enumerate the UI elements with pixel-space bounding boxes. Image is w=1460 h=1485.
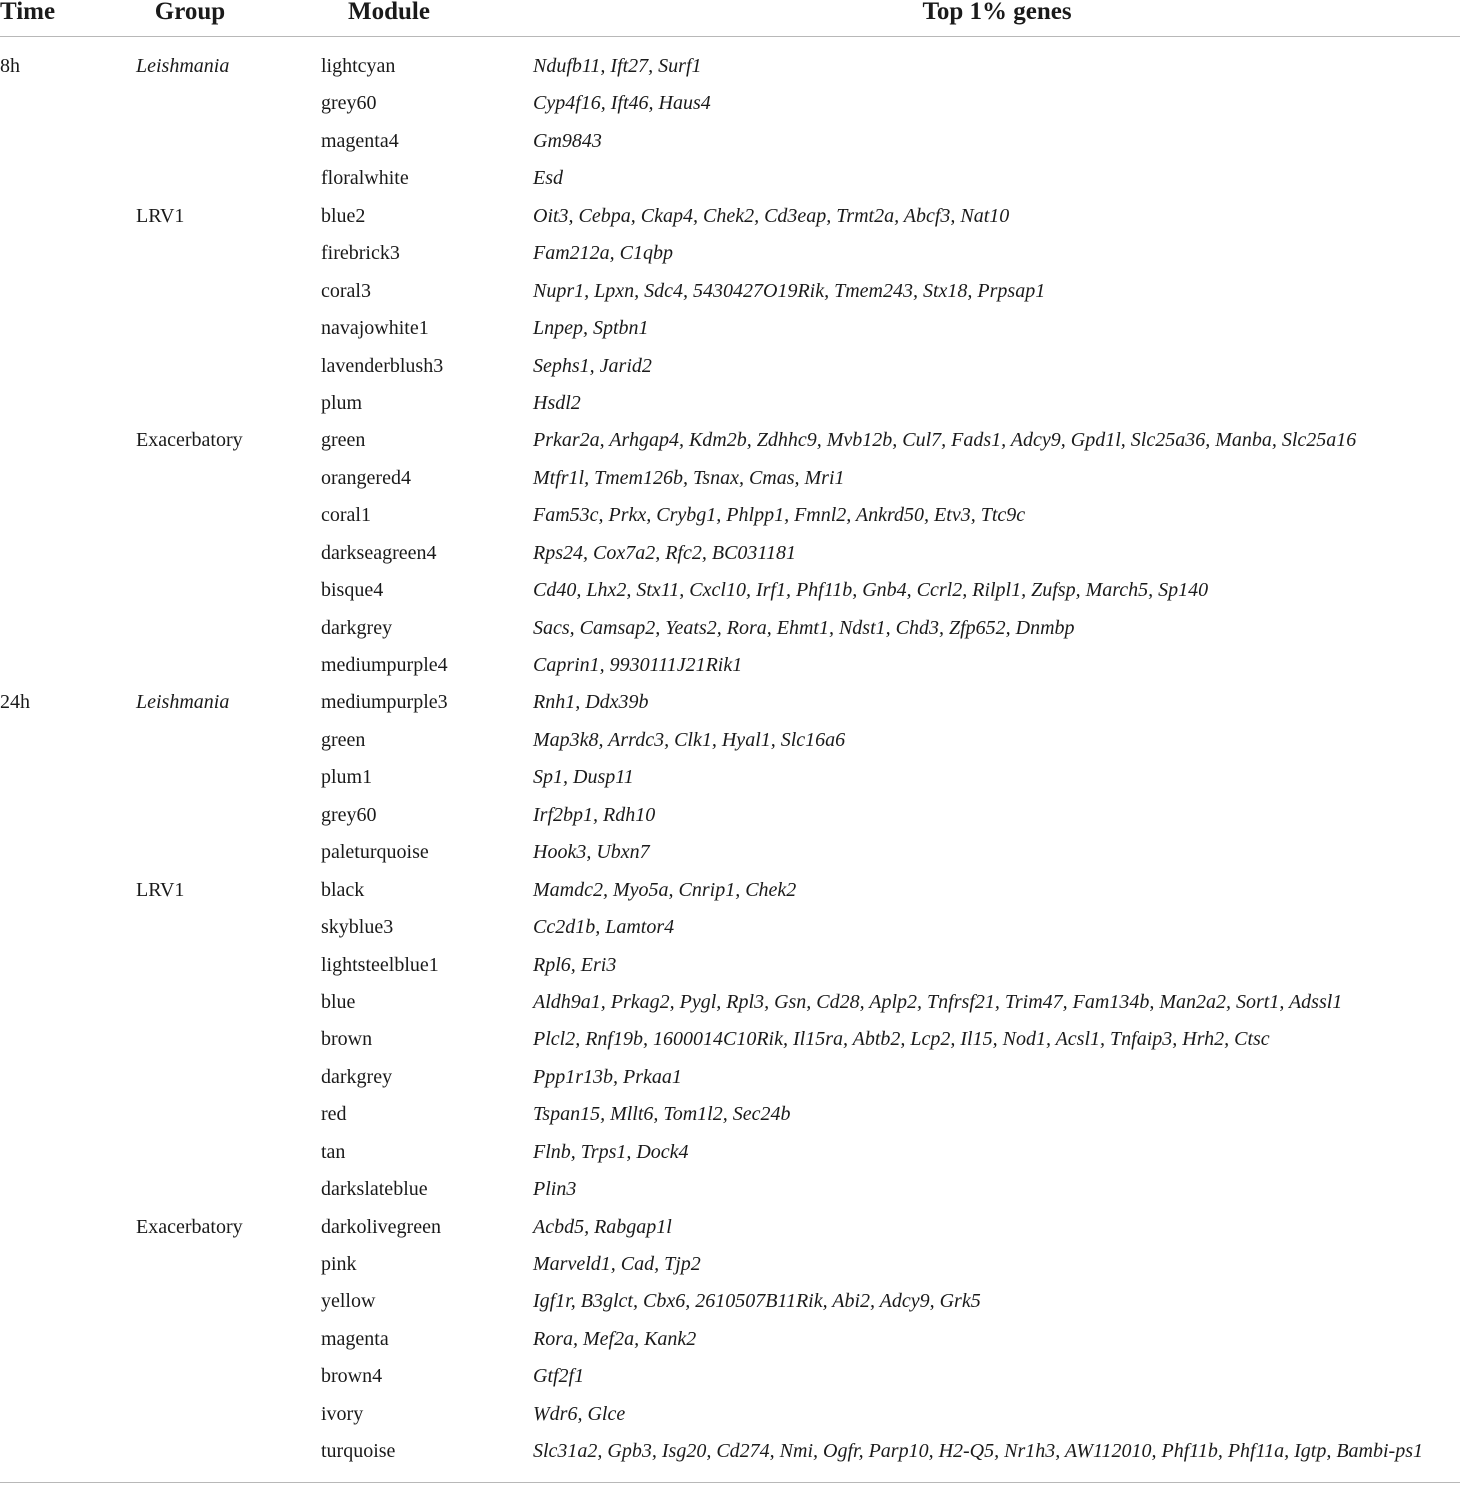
cell-top-genes: Rnh1, Ddx39b [533,691,649,714]
cell-time: 8h [0,55,20,77]
cell-module: red [321,1103,347,1126]
table-row [0,984,1460,1021]
cell-module: green [321,728,366,751]
cell-top-genes: Ppp1r13b, Prkaa1 [533,1065,682,1088]
cell-module: magenta [321,1327,389,1350]
table-row [0,310,1460,347]
table-header [0,0,1460,37]
table-row [0,160,1460,197]
table-row [0,348,1460,385]
table-row [0,535,1460,572]
cell-module: grey60 [321,803,377,826]
cell-top-genes: Cd40, Lhx2, Stx11, Cxcl10, Irf1, Phf11b, Gnb4, Ccrl2, Rilpl1, Zufsp, March5, Sp140 [533,579,1209,602]
table-row [0,1209,1460,1246]
cell-module: plum [321,391,363,414]
cell-module: lightcyan [321,55,396,77]
cell-module: paleturquoise [321,841,429,864]
cell-top-genes: Map3k8, Arrdc3, Clk1, Hyal1, Slc16a6 [533,728,846,751]
cell-top-genes: Sephs1, Jarid2 [533,354,652,377]
cell-top-genes: Mtfr1l, Tmem126b, Tsnax, Cmas, Mri1 [533,466,845,489]
cell-top-genes: Lnpep, Sptbn1 [533,317,649,340]
cell-group: Leishmania [136,55,230,77]
table-row [0,460,1460,497]
table-row [0,797,1460,834]
table-row [0,1283,1460,1320]
cell-group: LRV1 [136,878,185,901]
cell-top-genes: Irf2bp1, Rdh10 [533,803,656,826]
cell-module: darkseagreen4 [321,541,437,564]
table-row [0,497,1460,534]
table-row [0,1246,1460,1283]
table-row [0,1396,1460,1433]
cell-top-genes: Sp1, Dusp11 [533,766,634,789]
cell-top-genes: Cc2d1b, Lamtor4 [533,916,675,939]
cell-top-genes: Mamdc2, Myo5a, Cnrip1, Chek2 [533,878,797,901]
table-row [0,1171,1460,1208]
cell-top-genes: Rora, Mef2a, Kank2 [533,1327,697,1350]
cell-module: lightsteelblue1 [321,953,439,976]
table-row [0,834,1460,871]
cell-group: Exacerbatory [136,1215,243,1238]
cell-top-genes: Aldh9a1, Prkag2, Pygl, Rpl3, Gsn, Cd28, Aplp2, Tnfrsf21, Trim47, Fam134b, Man2a2, Sort1, Adssl1 [533,990,1343,1013]
cell-top-genes: Slc31a2, Gpb3, Isg20, Cd274, Nmi, Ogfr, Parp10, H2-Q5, Nr1h3, AW112010, Phf11b, Phf11a, Igtp, Bambi-ps1 [533,1440,1423,1463]
cell-top-genes: Plin3 [533,1178,577,1201]
cell-top-genes: Caprin1, 9930111J21Rik1 [533,654,743,676]
cell-top-genes: Rpl6, Eri3 [533,953,617,976]
cell-top-genes: Hook3, Ubxn7 [533,841,650,864]
table-row [0,1321,1460,1358]
cell-module: yellow [321,1290,376,1313]
cell-top-genes: Wdr6, Glce [533,1402,626,1425]
cell-top-genes: Cyp4f16, Ift46, Haus4 [533,92,711,115]
table-row [0,385,1460,422]
cell-top-genes: Acbd5, Rabgap1l [533,1215,672,1238]
cell-top-genes: Fam53c, Prkx, Crybg1, Phlpp1, Fmnl2, Ankrd50, Etv3, Ttc9c [533,504,1026,527]
cell-top-genes: Esd [533,167,563,190]
table-row [0,1134,1460,1171]
cell-top-genes: Rps24, Cox7a2, Rfc2, BC031181 [533,541,796,564]
table-row [0,759,1460,796]
table-row [0,1433,1460,1470]
cell-module: green [321,429,366,452]
cell-module: bisque4 [321,579,384,602]
cell-group: Leishmania [136,691,230,714]
table-row [0,647,1460,684]
table-row [0,235,1460,272]
header-group: Group [154,0,226,25]
cell-top-genes: Prkar2a, Arhgap4, Kdm2b, Zdhhc9, Mvb12b, Cul7, Fads1, Adcy9, Gpd1l, Slc25a36, Manba, Slc25a16 [533,429,1357,452]
header-top-genes: Top 1% genes [922,0,1072,25]
cell-module: firebrick3 [321,242,400,265]
cell-top-genes: Igf1r, B3glct, Cbx6, 2610507B11Rik, Abi2, Adcy9, Grk5 [533,1290,981,1313]
cell-module: black [321,878,365,901]
cell-module: tan [321,1140,346,1163]
cell-module: orangered4 [321,466,411,489]
cell-top-genes: Ndufb11, Ift27, Surf1 [533,55,702,77]
cell-module: blue2 [321,204,366,227]
cell-top-genes: Plcl2, Rnf19b, 1600014C10Rik, Il15ra, Abtb2, Lcp2, Il15, Nod1, Acsl1, Tnfaip3, Hrh2, Ctsc [533,1028,1270,1051]
cell-top-genes: Oit3, Cebpa, Ckap4, Chek2, Cd3eap, Trmt2a, Abcf3, Nat10 [533,204,1010,227]
table-row [0,610,1460,647]
header-time: Time [0,0,56,25]
cell-module: pink [321,1253,357,1275]
table-row [0,1358,1460,1395]
cell-module: ivory [321,1402,364,1425]
cell-top-genes: Flnb, Trps1, Dock4 [533,1140,689,1163]
table-row [0,48,1460,85]
cell-top-genes: Gm9843 [533,129,602,152]
cell-top-genes: Nupr1, Lpxn, Sdc4, 5430427O19Rik, Tmem243, Stx18, Prpsap1 [533,279,1046,302]
cell-time: 24h [0,691,30,714]
table-row [0,1021,1460,1058]
cell-module: floralwhite [321,167,409,190]
cell-group: Exacerbatory [136,429,243,452]
cell-module: plum1 [321,766,373,789]
cell-module: blue [321,990,356,1013]
cell-module: coral1 [321,504,371,527]
cell-module: lavenderblush3 [321,354,444,377]
cell-module: mediumpurple3 [321,691,448,714]
cell-module: darkslateblue [321,1178,428,1201]
header-module: Module [348,0,430,25]
cell-module: coral3 [321,279,371,302]
table-row [0,947,1460,984]
cell-module: grey60 [321,92,377,115]
table-row [0,198,1460,235]
table-row [0,684,1460,721]
table-row [0,85,1460,122]
table-row [0,273,1460,310]
cell-group: LRV1 [136,204,185,227]
cell-module: darkgrey [321,1065,393,1088]
table-row [0,1096,1460,1133]
cell-module: brown [321,1028,373,1051]
table-row [0,572,1460,609]
cell-module: turquoise [321,1440,396,1463]
cell-module: brown4 [321,1365,383,1388]
cell-top-genes: Gtf2f1 [533,1365,585,1388]
table-row [0,909,1460,946]
table-body [0,48,1460,1471]
cell-top-genes: Marveld1, Cad, Tjp2 [533,1253,701,1275]
cell-module: navajowhite1 [321,317,429,340]
table-row [0,722,1460,759]
table-row [0,123,1460,160]
cell-module: darkolivegreen [321,1215,441,1238]
cell-module: magenta4 [321,129,399,152]
cell-top-genes: Sacs, Camsap2, Yeats2, Rora, Ehmt1, Ndst1, Chd3, Zfp652, Dnmbp [533,616,1075,639]
cell-top-genes: Tspan15, Mllt6, Tom1l2, Sec24b [533,1103,791,1126]
cell-top-genes: Fam212a, C1qbp [533,242,673,265]
table-bottom-rule [0,1482,1460,1483]
table-row [0,872,1460,909]
table-row [0,422,1460,459]
cell-top-genes: Hsdl2 [533,391,581,414]
cell-module: mediumpurple4 [321,654,448,676]
cell-module: skyblue3 [321,916,394,939]
table-row [0,1059,1460,1096]
cell-module: darkgrey [321,616,393,639]
